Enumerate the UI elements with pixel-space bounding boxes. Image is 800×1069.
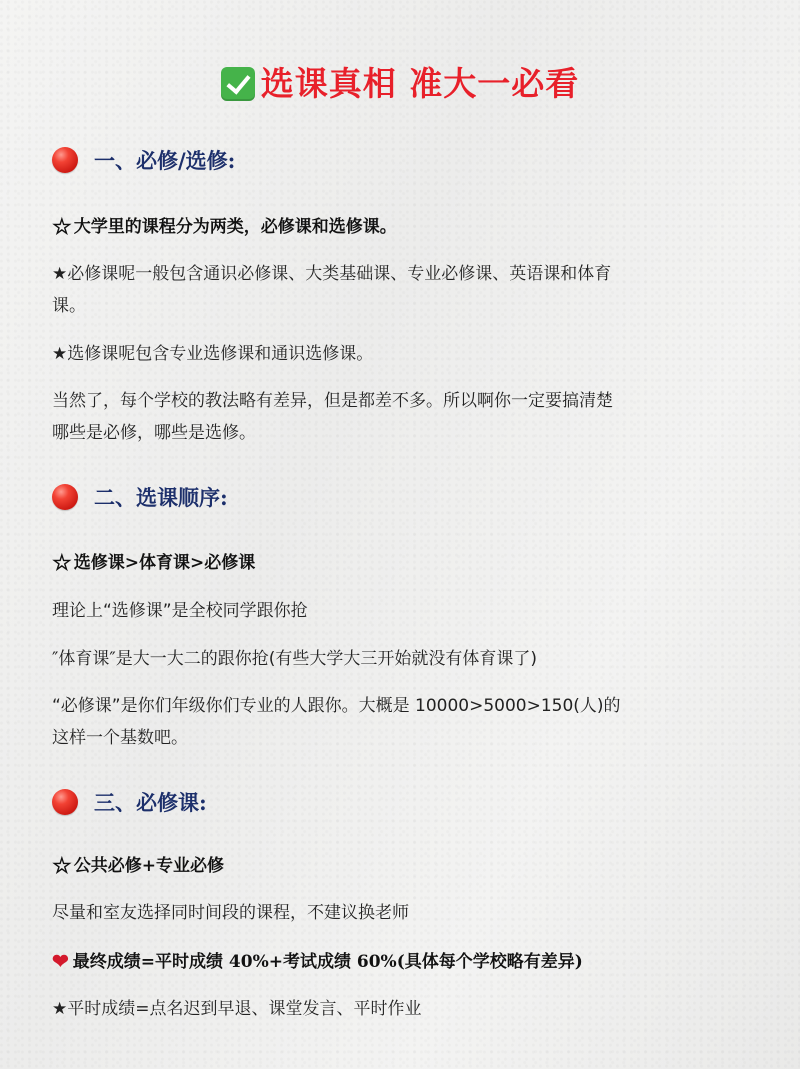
- star-outline-icon: ☆: [52, 853, 72, 879]
- section-heading-order: [52, 480, 228, 514]
- section1-line-6: 哪些是必修，哪些是选修。: [52, 423, 256, 443]
- section2-line-5: 这样一个基数吧。: [52, 728, 188, 748]
- section2-line-3: ″体育课″是大一大二的跟你抢(有些大学大三开始就没有体育课了): [52, 649, 537, 669]
- section2-line-1: ☆ 选修课>体育课>必修课: [52, 550, 256, 576]
- red-dot-icon: [52, 484, 78, 510]
- red-dot-icon: [52, 147, 78, 173]
- section1-line-3: 课。: [52, 296, 86, 316]
- section-heading-text: 三、必修课:: [94, 790, 207, 815]
- section-heading-text: 二、选课顺序:: [94, 485, 228, 510]
- red-dot-icon: [52, 789, 78, 815]
- section-heading-required-courses: [52, 785, 207, 819]
- check-mark-icon: [221, 67, 255, 101]
- heart-icon: ❤: [52, 949, 69, 973]
- section1-line-1: ☆ 大学里的课程分为两类，必修课和选修课。: [52, 214, 397, 240]
- section2-line-2: 理论上“选修课”是全校同学跟你抢: [52, 601, 308, 621]
- section3-line-2: 尽量和室友选择同时间段的课程，不建议换老师: [52, 903, 409, 923]
- section3-line-1: ☆ 公共必修+专业必修: [52, 853, 224, 879]
- section1-line-5: 当然了，每个学校的教法略有差异，但是都差不多。所以啊你一定要搞清楚: [52, 391, 613, 411]
- section1-line-4: ★选修课呢包含专业选修课和通识选修课。: [52, 344, 374, 364]
- star-outline-icon: ☆: [52, 550, 72, 576]
- section3-line-4: ★平时成绩=点名迟到早退、课堂发言、平时作业: [52, 999, 422, 1019]
- page-title-text: 选课真相 准大一必看: [260, 64, 580, 103]
- section1-line-2: ★必修课呢一般包含通识必修课、大类基础课、专业必修课、英语课和体育: [52, 264, 612, 284]
- page-title: [0, 62, 800, 106]
- section-heading-text: 一、必修/选修:: [94, 148, 236, 173]
- star-outline-icon: ☆: [52, 214, 72, 240]
- section2-line-4: “必修课”是你们年级你们专业的人跟你。大概是 10000>5000>150(人)的: [52, 696, 621, 716]
- section-heading-required-elective: [52, 143, 235, 177]
- section3-line-3: ❤ 最终成绩=平时成绩 40%+考试成绩 60%(具体每个学校略有差异): [52, 945, 762, 978]
